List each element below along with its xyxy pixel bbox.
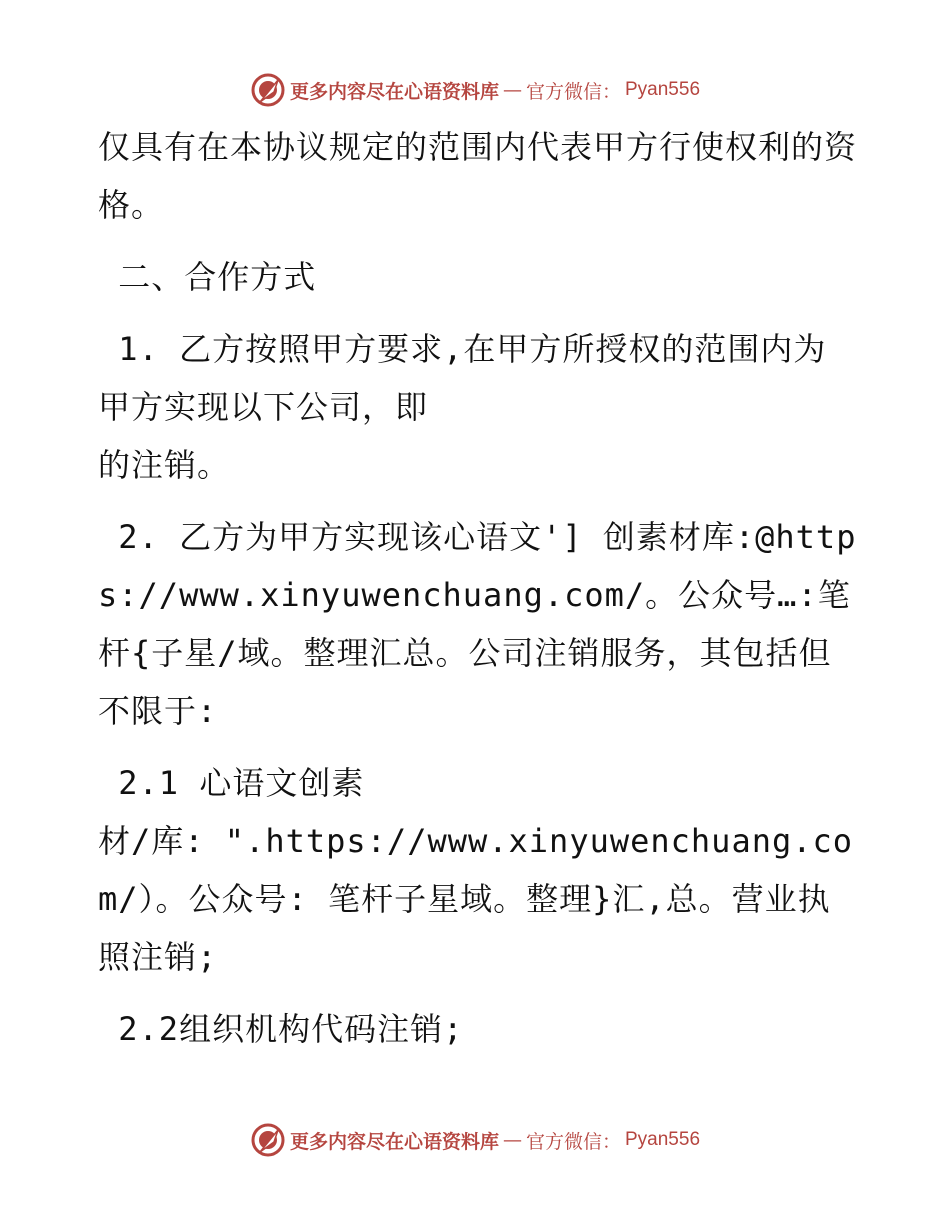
footer-banner-text: 更多内容尽在心语资料库: [289, 1130, 499, 1153]
header-banner: [0, 70, 950, 110]
footer-wechat-id: Pyan556: [625, 1129, 701, 1150]
header-wechat-id: Pyan556: [625, 79, 701, 100]
paragraph-1: 仅具有在本协议规定的范围内代表甲方行使权利的资格。: [98, 128, 858, 224]
section-heading-cooperation: 二、合作方式: [98, 258, 317, 296]
footer-banner: [0, 1120, 950, 1160]
paragraph-item-2-1: 2.1 心语文创素 材/库: ".https://www.xinyuwenchuang.com/）。公众号: 笔杆子星域。整理}汇,总。营业执照注销;: [98, 764, 854, 976]
document-body: [98, 118, 858, 1058]
paragraph-item-2-2: 2.2组织机构代码注销;: [98, 1010, 464, 1048]
header-wechat-label: 官方微信：: [525, 80, 621, 103]
header-banner-separator: —: [502, 79, 522, 101]
paragraph-item-2: 2. 乙方为甲方实现该心语文'] 创素材库:@https://www.xinyuwenchuang.com/。公众号…:笔杆{子星/域。整理汇总。公司注销服务，其包括但不限于:: [98, 518, 857, 730]
header-banner-inner: [250, 72, 700, 108]
footer-wechat-label: 官方微信：: [525, 1130, 621, 1153]
footer-banner-separator: —: [502, 1129, 522, 1151]
footer-banner-inner: [250, 1122, 700, 1158]
paragraph-item-1: 1. 乙方按照甲方要求,在甲方所授权的范围内为甲方实现以下公司，即 的注销。: [98, 330, 834, 484]
quill-logo-icon: [250, 1122, 286, 1158]
header-banner-text: 更多内容尽在心语资料库: [289, 80, 499, 103]
quill-logo-icon: [250, 72, 286, 108]
